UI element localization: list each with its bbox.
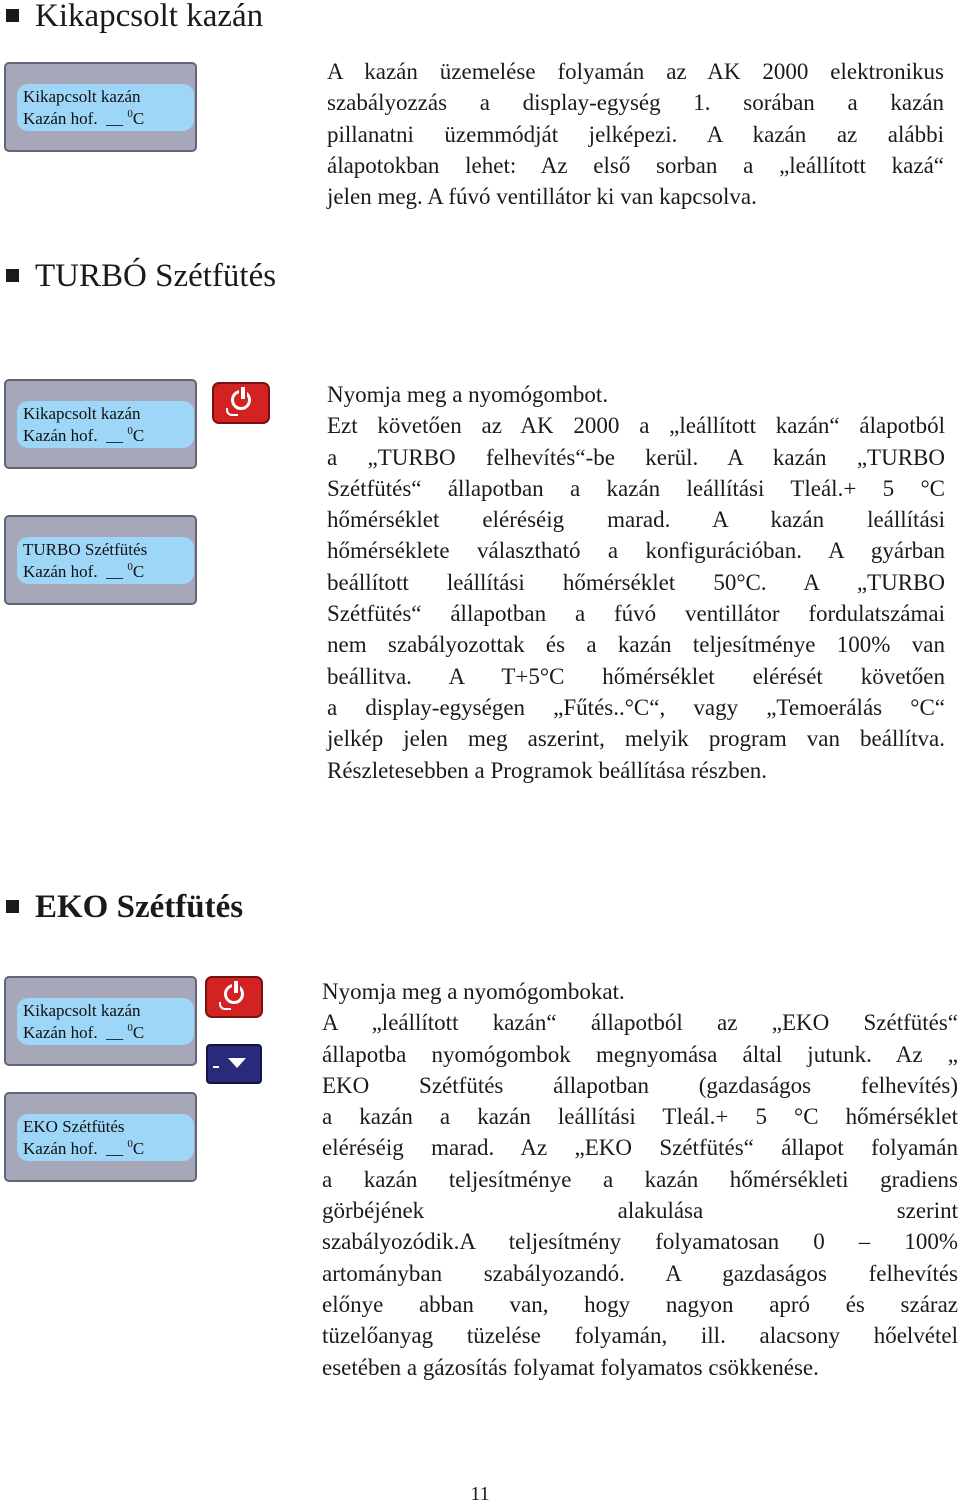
paragraph-kikapcsolt: A kazán üzemelése folyamán az AK 2000 elektronikus szabályozzás a display-egység 1. sorában a kazán pillanatni üzemmódját jelképezi. A kazán az alábbi álapotokban lehet: Az első sorban a „leállított kazá“ jelen meg. A fúvó ventillátor ki van kapcsolva. bbox=[327, 59, 944, 210]
display-line1: TURBO Szétfütés bbox=[23, 540, 148, 559]
display-screen bbox=[17, 84, 194, 131]
display-line2: Kazán hof. __ $^0$C bbox=[23, 1022, 145, 1042]
minus-label bbox=[213, 1066, 219, 1068]
page-number: 11 bbox=[470, 1483, 490, 1505]
display-screen bbox=[17, 1114, 194, 1161]
power-button[interactable] bbox=[205, 976, 263, 1018]
display-line2: Kazán hof. __ $^0$C bbox=[23, 1138, 145, 1158]
display-screen bbox=[17, 998, 194, 1045]
paragraph-turbo: Nyomja meg a nyomógombot. Ezt követően az AK 2000 a „leállított kazán“ álapotból a „TURBO felhevítés“-be kerül. A kazán „TURBO Szétfütés“ állapotban a kazán leállítási Tleál.+ 5 °C hőmérséklet eléréséig marad. A kazán leállítási hőmérséklete választható a konfigurációban. A gyárban beállított leállítási hőmérséklet 50°C. A „TURBO Szétfütés“ állapotban a fúvó ventillátor fordulatszámai nem szabályozottak és a kazán teljesítménye 100% van beállitva. A T+5°C hőmérséklet elérését követően a display-egységen „Fűtés..°C“, vagy „Temoerálás °C“ jelkép jelen meg aszerint, melyik program van beállítva. Részletesebben a Programok beállítása részben. bbox=[327, 382, 945, 783]
display-eko-off bbox=[4, 976, 197, 1066]
arrow-down-icon bbox=[228, 1058, 246, 1068]
display-line1: Kikapcsolt kazán bbox=[23, 1001, 141, 1020]
display-line2: Kazán hof. __ $^0$C bbox=[23, 561, 145, 581]
display-kikapcsolt bbox=[4, 62, 197, 152]
down-button[interactable] bbox=[206, 1044, 262, 1084]
display-eko-on bbox=[4, 1092, 197, 1182]
power-icon bbox=[231, 390, 251, 410]
power-button[interactable] bbox=[212, 382, 270, 424]
display-line1: Kikapcsolt kazán bbox=[23, 87, 141, 106]
display-turbo-on bbox=[4, 515, 197, 605]
square-bullet-icon bbox=[6, 269, 19, 282]
display-line2: Kazán hof. __ $^0$C bbox=[23, 425, 145, 445]
display-line2: Kazán hof. __ $^0$C bbox=[23, 108, 145, 128]
square-bullet-icon bbox=[6, 9, 19, 22]
paragraph-eko: Nyomja meg a nyomógombokat. A „leállított kazán“ állapotból az „EKO Szétfütés“ állapotba nyomógombok megnyomása által jutunk. Az „ EKO Szétfütés állapotban (gazdaságos felhevítés) a kazán a kazán leállítási Tleál.+ 5 °C hőmérséklet eléréséig marad. Az „EKO Szétfütés“ állapot folyamán a kazán teljesítménye a kazán hőmérsékleti gradiens görbéjének alakulása szerint szabályozódik.A teljesítmény folyamatosan 0 – 100% artományban szabályozandó. A gazdaságos felhevítés előnye abban van, hogy nagyon apró és száraz tüzelőanyag tüzelése folyamán, ill. alacsony hőelvétel esetében a gázosítás folyamat folyamatos csökkenése. bbox=[322, 979, 958, 1380]
display-line1: Kikapcsolt kazán bbox=[23, 404, 141, 423]
display-screen bbox=[17, 401, 194, 448]
square-bullet-icon bbox=[6, 900, 19, 913]
power-icon bbox=[224, 984, 244, 1004]
display-turbo-off bbox=[4, 379, 197, 469]
display-line1: EKO Szétfütés bbox=[23, 1117, 125, 1136]
heading-eko: EKO Szétfütés bbox=[6, 891, 243, 924]
heading-kikapcsolt: Kikapcsolt kazán bbox=[6, 0, 263, 33]
display-screen bbox=[17, 537, 194, 584]
heading-turbo: TURBÓ Szétfütés bbox=[6, 260, 276, 293]
